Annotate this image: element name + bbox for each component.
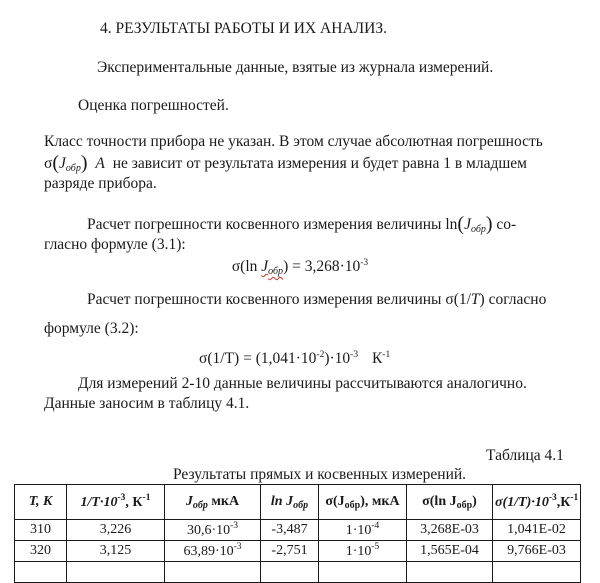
formula-3-1-symbol: J <box>261 258 269 275</box>
closing-line-1: Для измерений 2-10 данные величины рассчитываются аналогично. <box>78 375 527 392</box>
header-ln-j: $\ln J_{обр}$ <box>261 485 319 520</box>
calc2-line-2: формуле (3.2): <box>44 320 139 337</box>
section-title: 4. РЕЗУЛЬТАТЫ РАБОТЫ И ИХ АНАЛИЗ. <box>100 20 387 37</box>
cell-j: $63,89\cdot 10^{-3}$ <box>165 541 261 562</box>
formula-3-2-exp2: -3 <box>350 350 359 360</box>
cell-inv-t: 3,226 <box>67 520 165 541</box>
accuracy-line-2-text: не зависит от результата измерения и будет равна 1 в младшем <box>112 155 527 172</box>
formula-3-2-main: σ(1/T) = (1,041·10 <box>199 350 317 367</box>
accuracy-line-2: $\sigma(J_{обр})$ A не зависит от результата измерения и будет равна 1 в младшем <box>44 152 527 174</box>
cell-t: 320 <box>15 541 67 562</box>
subtitle: Экспериментальные данные, взятые из журнала измерений. <box>97 59 494 76</box>
cell-sigma-inv-t: 9,766E-03 <box>493 541 581 562</box>
j-symbol: J <box>59 155 66 172</box>
cell-sigma-inv-t: 1,041E-02 <box>493 520 581 541</box>
calc1-j-symbol: J <box>464 216 471 233</box>
formula-3-1-exp: -3 <box>360 258 369 268</box>
formula-3-1 <box>0 253 600 282</box>
cell-sigma-ln-j: 3,268E-03 <box>407 520 493 541</box>
cell-sigma-j: $1\cdot 10^{-5}$ <box>319 541 407 562</box>
j-subscript: обр <box>65 163 81 174</box>
formula-3-1-sub: обр <box>268 266 284 277</box>
results-table <box>14 484 581 583</box>
table-row <box>15 541 581 562</box>
formula-3-2-mid: )·10 <box>324 350 351 367</box>
calc1-line-1: Расчет погрешности косвенного измерения величины $\ln(J_{обр})$ со- <box>87 213 517 235</box>
accuracy-line-3: разряде прибора. <box>44 175 157 192</box>
table-header-row <box>15 485 581 520</box>
calc1-j-subscript: обр <box>470 224 486 235</box>
header-inv-t: $1/T\cdot 10^{-3}$, $К^{-1}$ <box>67 485 165 520</box>
formula-3-2 <box>199 345 390 369</box>
calc1-text: Расчет погрешности косвенного измерения величины ln <box>87 216 458 233</box>
cell-ln-j: -3,487 <box>261 520 319 541</box>
calc2-line-1 <box>87 290 546 310</box>
calc1-tail: со- <box>496 216 517 233</box>
formula-3-2-exp1: -2 <box>316 350 325 360</box>
table-caption: Результаты прямых и косвенных измерений. <box>173 466 467 483</box>
cell-t: 310 <box>15 520 67 541</box>
cell-sigma-ln-j: 1,565E-04 <box>407 541 493 562</box>
cell-sigma-j: $1\cdot 10^{-4}$ <box>319 520 407 541</box>
calc1-line-2: гласно формуле (3.1): <box>44 236 186 253</box>
header-j: $J_{обр}$ мкА <box>165 485 261 520</box>
calc2-text: Расчет погрешности косвенного измерения величины σ(1/ <box>87 291 471 308</box>
sigma-symbol: σ <box>44 155 53 172</box>
accuracy-line-1: Класс точности прибора не указан. В этом случае абсолютная погрешность <box>44 133 543 150</box>
table-row <box>15 520 581 541</box>
cell-j: $30,6\cdot 10^{-3}$ <box>165 520 261 541</box>
unit-a: A <box>95 155 105 172</box>
calc2-t-symbol: T <box>470 291 480 308</box>
formula-3-2-unit: К <box>371 350 383 367</box>
table-row-cut-off <box>15 562 581 583</box>
closing-line-2: Данные заносим в таблицу 4.1. <box>44 395 250 412</box>
table-label: Таблица 4.1 <box>486 447 564 464</box>
cell-inv-t: 3,125 <box>67 541 165 562</box>
header-sigma-ln-j: σ(ln $J_{обр}$) <box>407 485 493 520</box>
header-sigma-j: $\sigma(J_{обр})$, мкА <box>319 485 407 520</box>
formula-3-1-rhs: ) = 3,268·10 <box>283 258 361 275</box>
error-heading: Оценка погрешностей. <box>78 97 229 114</box>
header-sigma-inv-t: $\sigma(1/T)\cdot 10^{-3},К^{-1}$ <box>493 485 581 520</box>
formula-3-1-lhs: σ(ln <box>231 258 262 275</box>
calc2-tail: ) согласно <box>479 291 547 308</box>
header-t: T, K <box>15 485 67 520</box>
formula-3-2-unit-exp: -1 <box>382 350 391 360</box>
cell-ln-j: -2,751 <box>261 541 319 562</box>
